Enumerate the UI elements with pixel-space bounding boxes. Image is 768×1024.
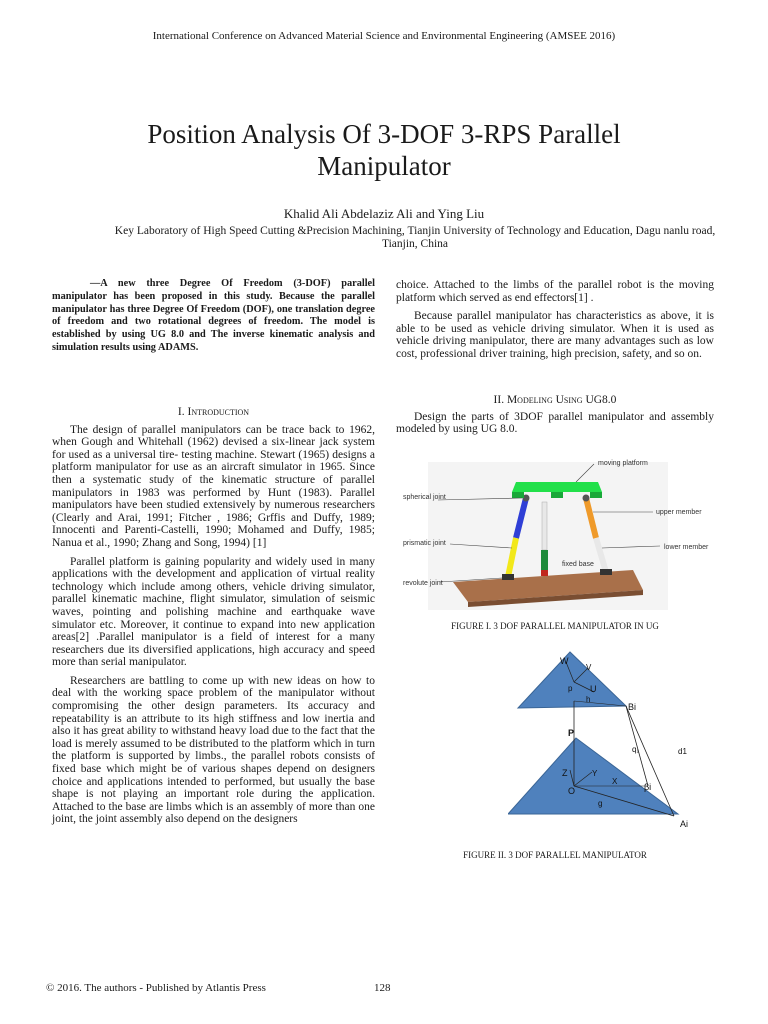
label-w: W: [560, 656, 569, 666]
label-lower-member: lower member: [664, 544, 709, 551]
label-y: Y: [592, 769, 598, 778]
paper-title: [80, 118, 688, 182]
platform-knob-right: [590, 492, 602, 498]
figure-2-geometry: [508, 646, 708, 841]
label-ai: Ai: [680, 819, 689, 829]
label-upper-member: upper member: [656, 509, 702, 516]
affiliation: Key Laboratory of High Speed Cutting &Precision Machining, Tianjin University of Technology and Education, Dagu nanlu road, Tianjin, China: [114, 225, 716, 250]
figure-2-caption: FIGURE II. 3 DOF PARALLEL MANIPULATOR: [463, 850, 647, 860]
right-revolute-joint: [600, 569, 612, 575]
label-u: U: [590, 684, 597, 694]
moving-platform: [512, 482, 602, 492]
center-prismatic-joint: [541, 570, 548, 576]
label-v: V: [586, 663, 592, 672]
right-spherical-joint: [583, 495, 590, 502]
label-bi: Bi: [628, 702, 637, 712]
section-heading-modeling: II. Modeling Using UG8.0: [493, 394, 617, 406]
label-d1: d1: [678, 747, 687, 756]
right-paragraph-1: choice. Attached to the limbs of the parallel robot is the moving platform which served as end effectors[1] .: [396, 279, 714, 304]
abstract-text: —A new three Degree Of Freedom (3-DOF) parallel manipulator has been proposed in this study. Because the parallel manipulator has three Degree Of Freedom (DOF), one translation degree of freedom and two rotational degrees of freedom. The model is established by using UG 8.0 and The inverse kinematic analysis and simulation results using ADAMS.: [52, 278, 375, 353]
label-prismatic-joint: prismatic joint: [403, 540, 446, 547]
intro-paragraph-1: The design of parallel manipulators can be trace back to 1962, when Gough and Whitehall (1962) devised a six-linear jack system for used as a universal tire- testing machine. Stewart (1965) designs a platform manipulator for use as an aircraft simulator in 1965. Since then a systematic study of the kinematic structure of parallel manipulators in 1983 was performed by Hunt (1983). Parallel manipulators have been studied extensively by numerous researchers (Clearly and Arai, 1991; Fitcher , 1986; Grffis and Duffy, 1989; Innocenti and Parenti-Castelli, 1990; Mohamed and Duffy, 1985; Nanua et al., 1990; Zhang and Song, 1994) [1]: [52, 423, 375, 549]
label-o: O: [568, 786, 576, 796]
conference-header: International Conference on Advanced Material Science and Environmental Engineering (AMSEE 2016): [152, 30, 616, 42]
label-q1: q₁: [632, 745, 640, 754]
authors: Khalid Ali Abdelaziz Ali and Ying Liu: [283, 206, 485, 221]
title-line-2: Manipulator: [317, 151, 451, 181]
modeling-paragraph: Design the parts of 3DOF parallel manipulator and assembly modeled by using UG 8.0.: [396, 410, 714, 436]
footer-copyright: © 2016. The authors - Published by Atlantis Press: [46, 982, 266, 994]
label-z: Z: [562, 768, 568, 778]
label-h: h: [586, 695, 591, 704]
label-fixed-base: fixed base: [562, 561, 594, 568]
right-column-text: [396, 279, 714, 367]
platform-knob-center: [551, 492, 563, 498]
title-line-1: Position Analysis Of 3-DOF 3-RPS Parallel: [147, 119, 621, 149]
intro-paragraph-3: Researchers are battling to come up with new ideas on how to deal with the working space problem of the manipulator without compromising the other design parameters. Its accuracy and repeatability is an attribute to its high stiffness and low inertia and also it has great ability to withstand heavy load due to the fact that the load is merely assumed to be distributed to the platform which in turn the platform is supported by limbs., the parallel robots consists of fixed base which might be of various shapes depend on designers choice and applications intended to performed, but usually the base shape is not playing an important role during the application. Attached to the base are limbs which is an assembly of more than one joint, the joint assembly also depend on the designers: [52, 674, 375, 826]
upper-triangle-platform: [518, 652, 626, 708]
center-lower-member: [541, 550, 548, 572]
label-p-small: p: [568, 684, 573, 693]
platform-knob-left: [512, 492, 524, 498]
section-heading-introduction: I. Introduction: [177, 406, 250, 418]
label-g: g: [598, 799, 603, 808]
figure-1-caption: FIGURE I. 3 DOF PARALLEL MANIPULATOR IN UG: [451, 621, 659, 631]
right-paragraph-2: Because parallel manipulator has characteristics as above, it is able to be used as vehicle driving simulator. When it is used as vehicle driving manipulator, there are many advantages such as low cost, professional driver training, high precision, safety, and so on.: [396, 310, 714, 360]
center-upper-member: [542, 502, 547, 550]
section-introduction: [52, 406, 375, 832]
label-x: X: [612, 777, 618, 786]
intro-paragraph-2: Parallel platform is gaining popularity and widely used in many applications with the development and application of virtual reality technology which include among others, vehicle driving simulator, parallel kinematic machine, flight simulator, simulation of seismic waves, pointing and polishing machine and earthquake wave simulator etc. Moreover, it continue to expand into new application areas[2] .Parallel manipulator is a field of interest for a many researchers due its diversified applications, high accuracy and speed more than serial manipulator.: [52, 555, 375, 669]
figure-1-ug-model: [398, 452, 718, 612]
page-number: 128: [374, 982, 391, 994]
label-spherical-joint: spherical joint: [403, 494, 446, 501]
left-revolute-joint: [502, 574, 514, 580]
abstract: [52, 278, 375, 355]
section-modeling: [396, 394, 714, 442]
label-revolute-joint: revolute joint: [403, 580, 443, 587]
label-p-big: P: [568, 728, 575, 738]
label-beta: βi: [644, 782, 652, 792]
label-moving-platform: moving platform: [598, 460, 648, 467]
